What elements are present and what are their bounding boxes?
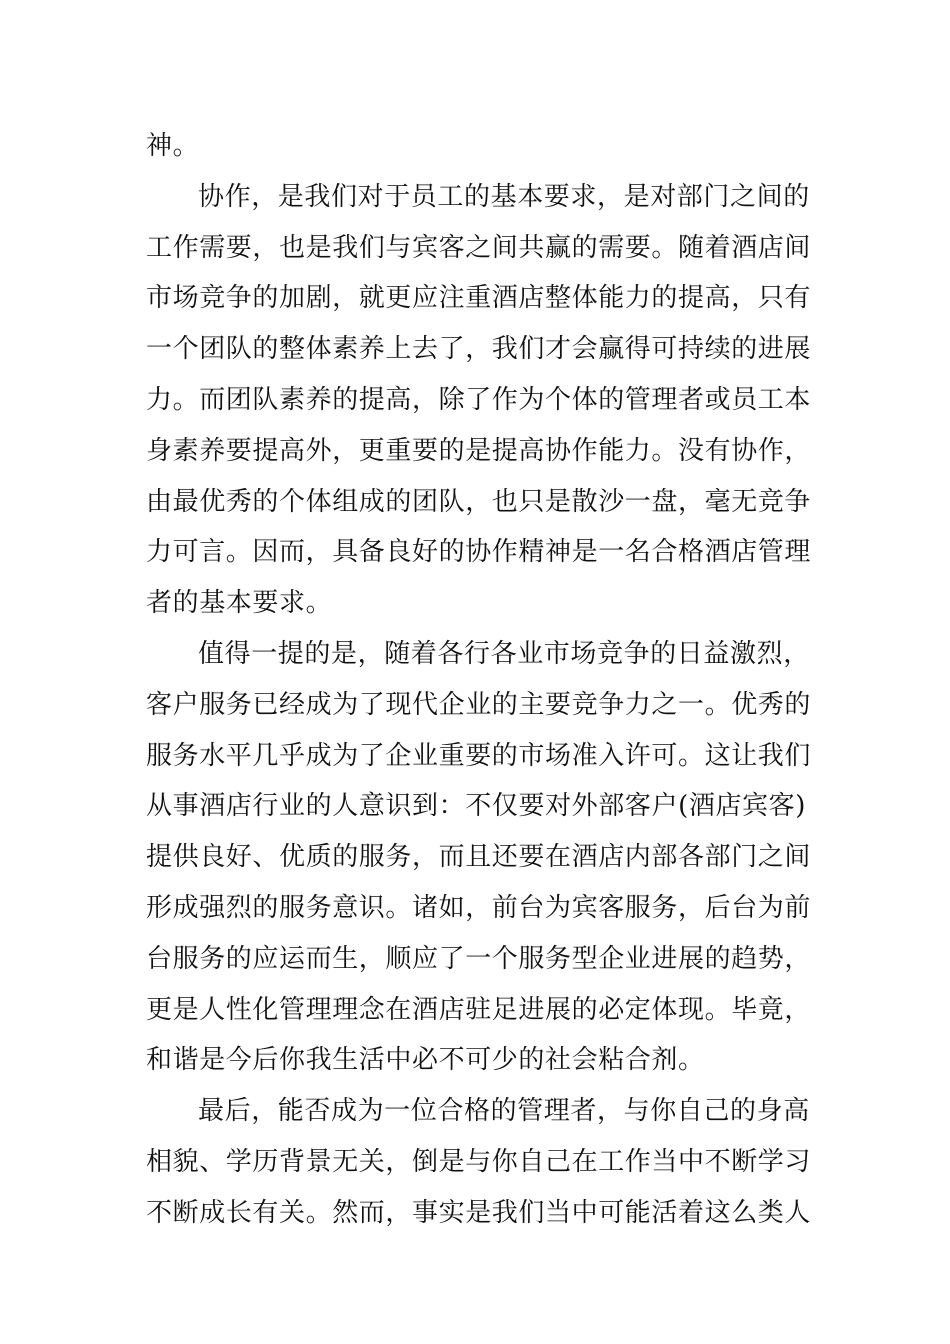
text-line: 更是人性化管理理念在酒店驻足进展的必定体现。毕竟， [146,994,812,1025]
text-line: 力可言。因而，具备良好的协作精神是一名合格酒店管理 [146,537,812,568]
text-line: 协作，是我们对于员工的基本要求，是对部门之间的 [198,181,810,212]
text-line: 服务水平几乎成为了企业重要的市场准入许可。这让我们 [146,740,812,771]
text-line: 者的基本要求。 [146,588,333,619]
text-line: 工作需要，也是我们与宾客之间共赢的需要。随着酒店间 [146,232,812,263]
text-line: 神。 [146,131,200,161]
text-line: 值得一提的是，随着各行各业市场竞争的日益激烈， [198,638,810,669]
text-line: 不断成长有关。然而，事实是我们当中可能活着这么类人 [146,1197,812,1228]
text-line: 一个团队的整体素养上去了，我们才会赢得可持续的进展 [146,334,812,365]
text-line: 提供良好、优质的服务，而且还要在酒店内部各部门之间 [146,842,812,873]
text-line: 力。而团队素养的提高，除了作为个体的管理者或员工本 [146,384,812,415]
text-line: 和谐是今后你我生活中必不可少的社会粘合剂。 [146,1045,705,1076]
text-line: 客户服务已经成为了现代企业的主要竞争力之一。优秀的 [146,689,812,720]
text-line: 由最优秀的个体组成的团队，也只是散沙一盘，毫无竞争 [146,486,812,517]
text-line: 市场竞争的加剧，就更应注重酒店整体能力的提高，只有 [146,283,812,314]
text-line: 相貌、学历背景无关，倒是与你自己在工作当中不断学习 [146,1146,812,1177]
text-line: 台服务的应运而生，顺应了一个服务型企业进展的趋势， [146,943,812,974]
text-line: 形成强烈的服务意识。诸如，前台为宾客服务，后台为前 [146,892,812,923]
text-line: 最后，能否成为一位合格的管理者，与你自己的身高 [198,1096,810,1127]
text-line: 从事酒店行业的人意识到：不仅要对外部客户(酒店宾客) [146,791,806,822]
text-line: 身素养要提高外，更重要的是提高协作能力。没有协作， [146,435,812,466]
body-text [146,121,812,1239]
